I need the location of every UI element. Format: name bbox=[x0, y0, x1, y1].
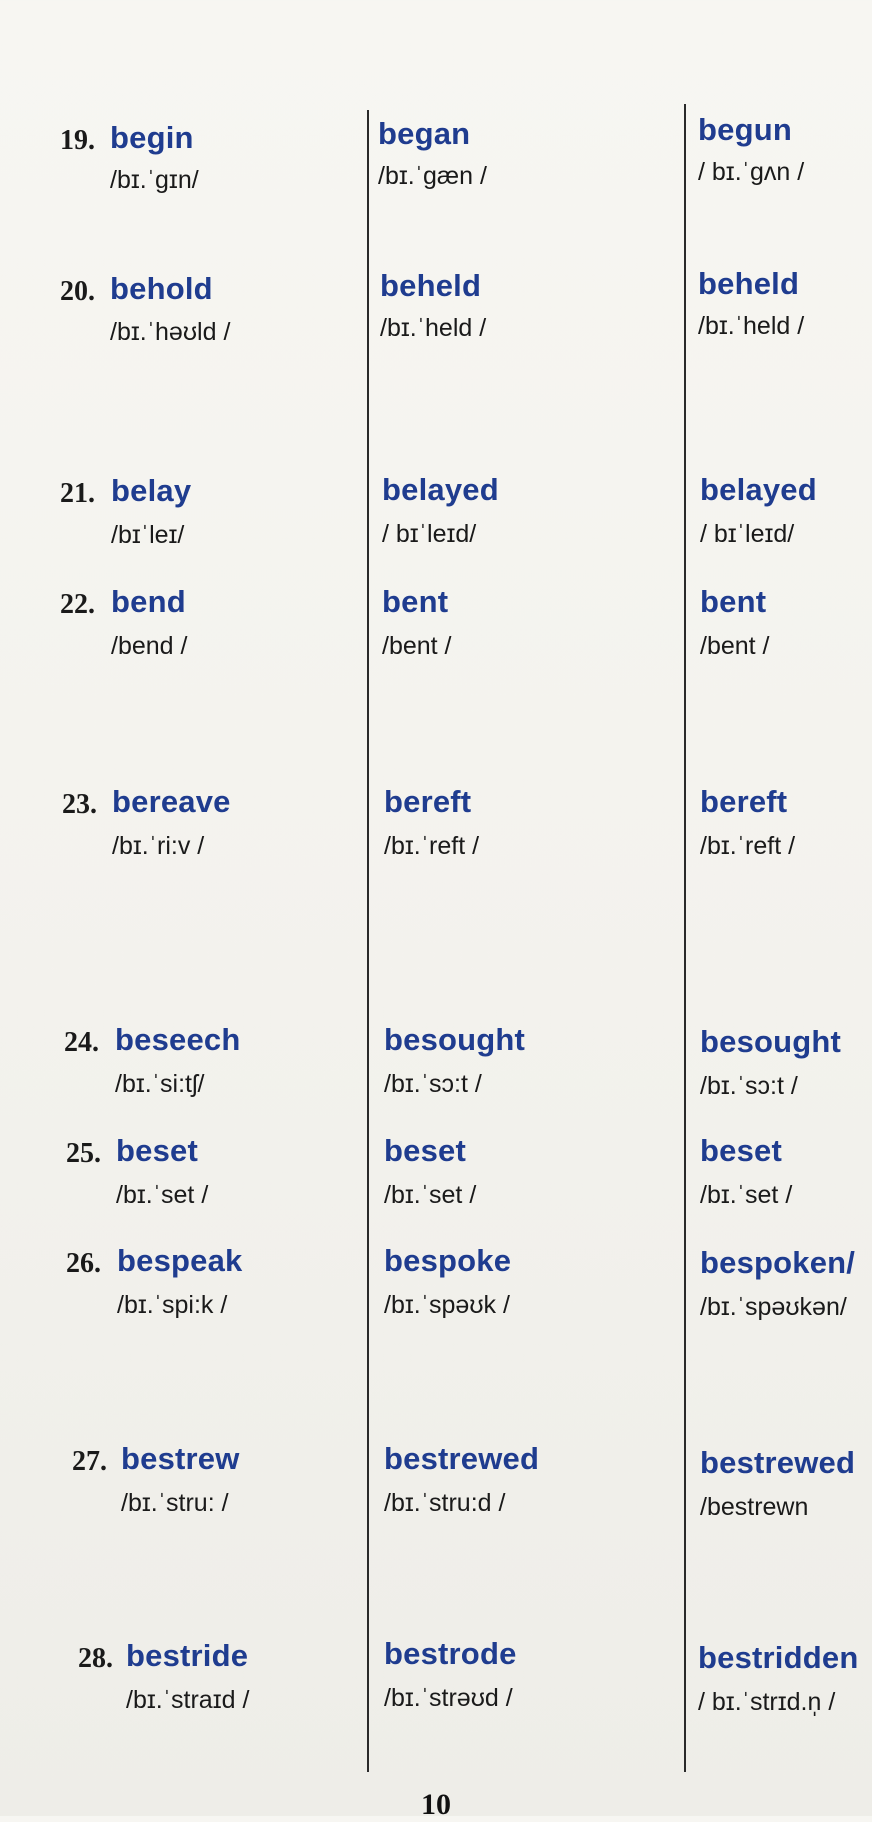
past-simple-pronunciation: /bent / bbox=[382, 632, 452, 660]
past-simple-pronunciation: /bɪ.ˈheld / bbox=[380, 314, 487, 342]
base-form: bestrew bbox=[121, 1441, 240, 1476]
past-simple: besought bbox=[384, 1022, 526, 1057]
entry-number: 23. bbox=[62, 789, 97, 820]
past-participle: bereft bbox=[700, 784, 788, 819]
base-pronunciation: /bɪ.ˈri:v / bbox=[112, 832, 205, 860]
page-number: 10 bbox=[421, 1788, 451, 1821]
entry-number: 26. bbox=[66, 1248, 101, 1279]
column-divider-2 bbox=[684, 104, 686, 1772]
column-divider-1 bbox=[367, 110, 369, 1772]
base-form: bereave bbox=[112, 784, 231, 819]
past-simple-pronunciation: /bɪ.ˈspəʊk / bbox=[384, 1291, 510, 1319]
entry-number: 22. bbox=[60, 589, 95, 620]
past-participle: beset bbox=[700, 1133, 782, 1168]
entry-number: 28. bbox=[78, 1643, 113, 1674]
past-participle-pronunciation: /bɪ.ˈsɔ:t / bbox=[700, 1072, 798, 1100]
base-form: begin bbox=[110, 120, 194, 155]
past-participle: bent bbox=[700, 584, 767, 619]
past-participle: beheld bbox=[698, 266, 800, 301]
past-simple-pronunciation: /bɪ.ˈset / bbox=[384, 1181, 477, 1209]
past-simple-pronunciation: /bɪ.ˈstrəʊd / bbox=[384, 1684, 513, 1712]
entry-number: 21. bbox=[60, 478, 95, 509]
base-pronunciation: /bɪ.ˈgɪn/ bbox=[110, 166, 199, 194]
past-simple-pronunciation: /bɪ.ˈstru:d / bbox=[384, 1489, 506, 1517]
past-simple: belayed bbox=[382, 472, 499, 507]
base-pronunciation: /bɪ.ˈstru: / bbox=[121, 1489, 229, 1517]
past-participle: bespoken/ bbox=[700, 1245, 856, 1280]
past-participle-pronunciation: / bɪ.ˈstrɪd.n̩ / bbox=[698, 1688, 836, 1716]
past-simple-pronunciation: /bɪ.ˈsɔ:t / bbox=[384, 1070, 482, 1098]
base-form: beseech bbox=[115, 1022, 241, 1057]
past-simple: beset bbox=[384, 1133, 466, 1168]
base-pronunciation: /bɪˈleɪ/ bbox=[111, 521, 185, 549]
past-participle: belayed bbox=[700, 472, 817, 507]
base-pronunciation: /bend / bbox=[111, 632, 188, 660]
base-form: beset bbox=[116, 1133, 198, 1168]
past-participle-pronunciation: /bestrewn bbox=[700, 1493, 809, 1521]
base-pronunciation: /bɪ.ˈhəʊld / bbox=[110, 318, 231, 346]
base-pronunciation: /bɪ.ˈspi:k / bbox=[117, 1291, 228, 1319]
past-participle-pronunciation: / bɪ.ˈgʌn / bbox=[698, 158, 805, 186]
past-simple-pronunciation: /bɪ.ˈgæn / bbox=[378, 162, 487, 190]
base-form: bespeak bbox=[117, 1243, 243, 1278]
past-simple: bestrode bbox=[384, 1636, 517, 1671]
base-form: bestride bbox=[126, 1638, 249, 1673]
past-participle-pronunciation: /bɪ.ˈreft / bbox=[700, 832, 796, 860]
base-pronunciation: /bɪ.ˈsi:tʃ/ bbox=[115, 1070, 205, 1098]
past-participle-pronunciation: / bɪˈleɪd/ bbox=[700, 520, 795, 548]
past-participle: besought bbox=[700, 1024, 842, 1059]
past-participle-pronunciation: /bent / bbox=[700, 632, 770, 660]
entry-number: 24. bbox=[64, 1027, 99, 1058]
entry-number: 19. bbox=[60, 125, 95, 156]
entry-number: 20. bbox=[60, 276, 95, 307]
past-participle: bestridden bbox=[698, 1640, 859, 1675]
past-participle-pronunciation: /bɪ.ˈspəʊkən/ bbox=[700, 1293, 847, 1321]
past-participle-pronunciation: /bɪ.ˈheld / bbox=[698, 312, 805, 340]
base-form: bend bbox=[111, 584, 186, 619]
past-simple: bestrewed bbox=[384, 1441, 540, 1476]
past-participle: bestrewed bbox=[700, 1445, 856, 1480]
base-pronunciation: /bɪ.ˈstraɪd / bbox=[126, 1686, 250, 1714]
entry-number: 25. bbox=[66, 1138, 101, 1169]
base-form: belay bbox=[111, 473, 192, 508]
base-form: behold bbox=[110, 271, 213, 306]
past-simple: bereft bbox=[384, 784, 472, 819]
past-participle-pronunciation: /bɪ.ˈset / bbox=[700, 1181, 793, 1209]
past-simple: bespoke bbox=[384, 1243, 512, 1278]
past-simple: began bbox=[378, 116, 471, 151]
past-participle: begun bbox=[698, 112, 792, 147]
past-simple: bent bbox=[382, 584, 449, 619]
base-pronunciation: /bɪ.ˈset / bbox=[116, 1181, 209, 1209]
past-simple-pronunciation: /bɪ.ˈreft / bbox=[384, 832, 480, 860]
past-simple: beheld bbox=[380, 268, 482, 303]
past-simple-pronunciation: / bɪˈleɪd/ bbox=[382, 520, 477, 548]
entry-number: 27. bbox=[72, 1446, 107, 1477]
